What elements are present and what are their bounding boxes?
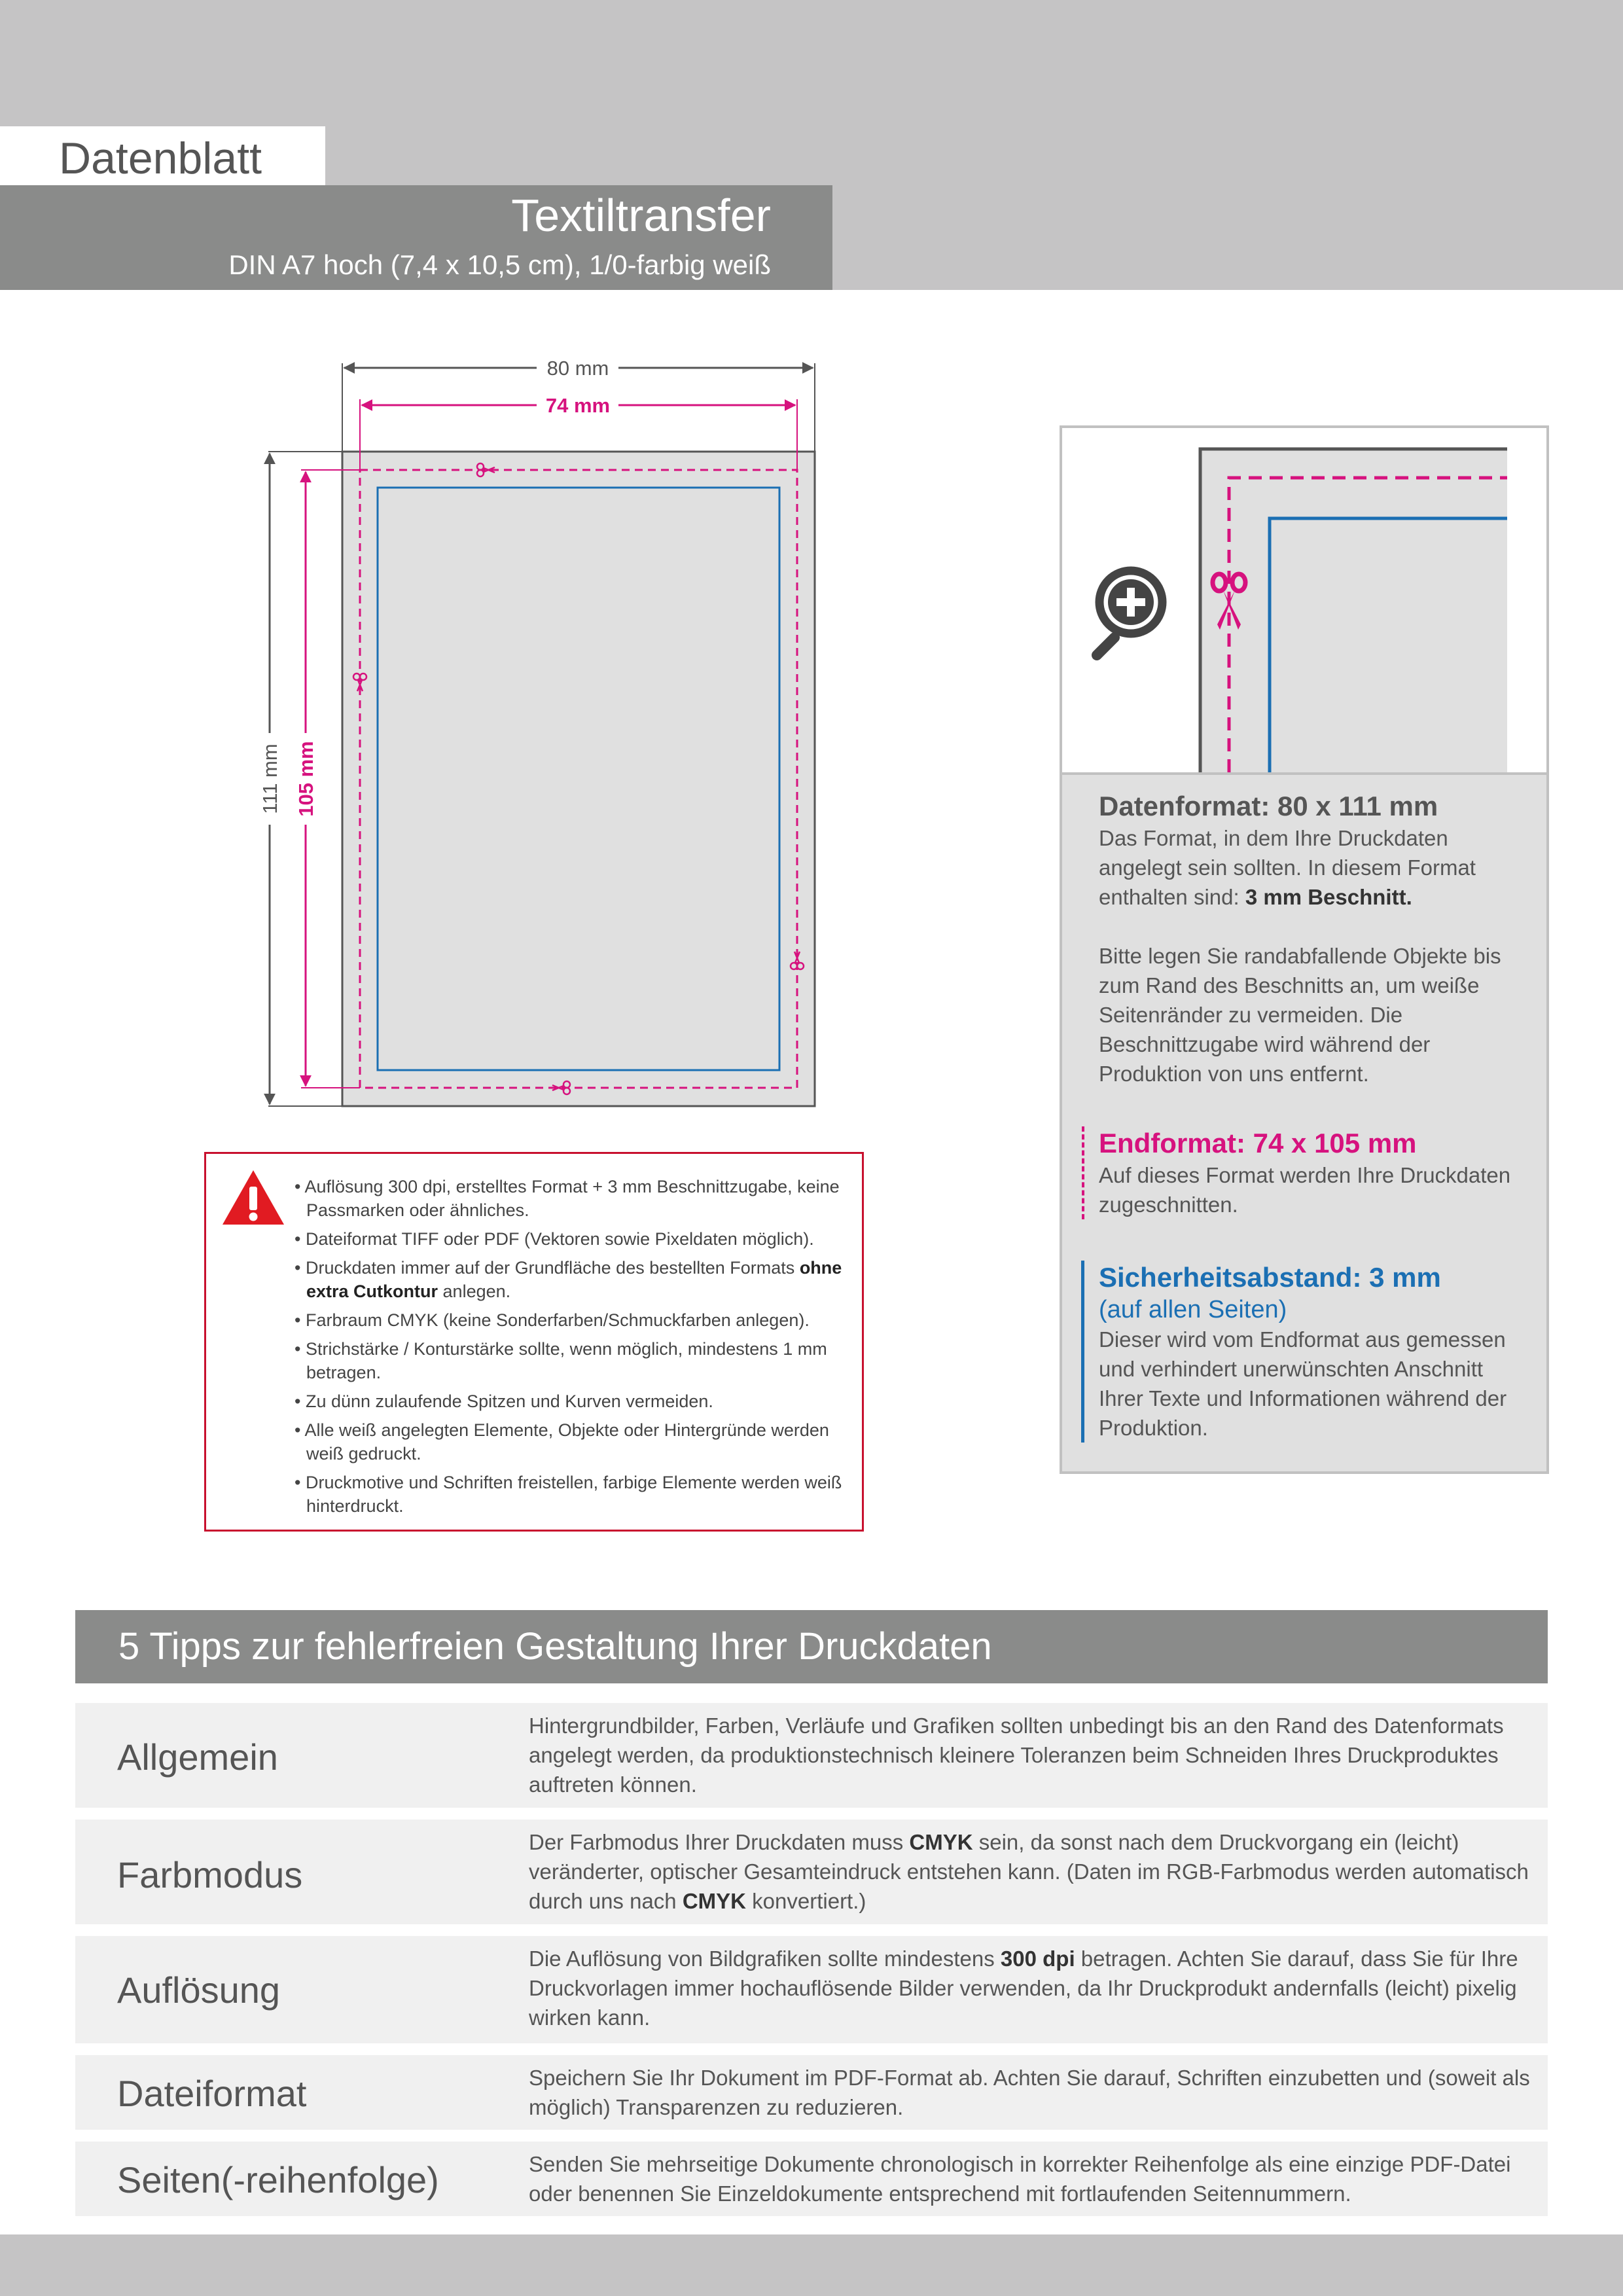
height-final-label: 105 mm [294,741,317,817]
tip-text: Der Farbmodus Ihrer Druckdaten muss CMYK sein, da sonst nach dem Druckvorgang ein (leicht) veränderter, optischer Gesamteindruck entstehen kann. (Daten im RGB-Farbmodus werden automatisch durch uns nach CMYK konvertiert.) [529,1830,1529,1913]
warning-item: • Alle weiß angelegten Elemente, Objekte oder Hintergründe werden weiß gedruckt. [294,1418,851,1465]
tips-title: 5 Tipps zur fehlerfreien Gestaltung Ihrer Druckdaten [118,1625,992,1668]
data-format-note: Bitte legen Sie randabfallende Objekte bis zum Rand des Beschnitts an, um weiße Seitenränder zu vermeiden. Die Beschnittzugabe wird während der Produktion von uns entfernt. [1099,944,1501,1086]
tip-label: Auflösung [117,1969,281,2011]
width-outer-label: 80 mm [546,357,609,380]
tip-text: Senden Sie mehrseitige Dokumente chronologisch in korrekter Reihenfolge als eine einzige PDF-Datei oder benennen Sie Einzeldokumente entsprechend mit fortlaufenden Seitennummern. [529,2152,1511,2206]
data-format-rect [342,452,815,1106]
warning-item: • Druckdaten immer auf der Grundfläche des bestellten Formats ohne extra Cutkontur anlegen. [294,1256,851,1303]
magnifier-plus-icon [1097,571,1162,655]
width-final-label: 74 mm [545,394,611,417]
footer-band [0,2234,1623,2296]
tip-row-farbmodus [75,1820,1548,1924]
doc-type-label: Datenblatt [59,134,262,183]
warning-item: • Strichstärke / Konturstärke sollte, wenn möglich, mindestens 1 mm betragen. [294,1337,851,1384]
tip-label: Allgemein [117,1736,278,1778]
tip-label: Seiten(-reihenfolge) [117,2159,439,2200]
data-format-heading: Datenformat: 80 x 111 mm [1099,791,1438,821]
info-panel [1060,425,1549,1474]
data-format-info [1099,789,1531,1088]
safety-info [1081,1261,1531,1443]
warning-item: • Druckmotive und Schriften freistellen, farbige Elemente werden weiß hinterdruckt. [294,1471,851,1518]
safety-text: Dieser wird vom Endformat aus gemessen und verhindert unerwünschten Anschnitt Ihrer Texte und Informationen während der Produktion. [1099,1327,1507,1440]
zoom-detail [1062,428,1546,775]
tips-header [75,1610,1548,1683]
format-diagram [249,347,838,1119]
doc-type-tab [0,126,325,185]
product-title: Textiltransfer [511,190,771,241]
end-format-heading: Endformat: 74 x 105 mm [1099,1128,1417,1158]
end-format-text: Auf dieses Format werden Ihre Druckdaten zugeschnitten. [1099,1163,1511,1217]
tip-text: Die Auflösung von Bildgrafiken sollte mindestens 300 dpi betragen. Achten Sie darauf, dass Sie für Ihre Druckvorlagen immer hochauflösende Bilder verwenden, da Ihr Druckprodukt andernfalls (leicht) pixelig wirken kann. [529,1946,1518,2030]
warning-item: • Farbraum CMYK (keine Sonderfarben/Schmuckfarben anlegen). [294,1308,851,1332]
warning-item: • Auflösung 300 dpi, erstelltes Format + 3 mm Beschnittzugabe, keine Passmarken oder ähnliches. [294,1175,851,1222]
safety-subheading: (auf allen Seiten) [1099,1296,1287,1323]
end-format-info [1082,1126,1531,1219]
title-bar [0,185,832,290]
tip-text: Speichern Sie Ihr Dokument im PDF-Format ab. Achten Sie darauf, Schriften einzubetten und (soweit als möglich) Transparenzen zu reduzieren. [529,2066,1530,2119]
product-spec: DIN A7 hoch (7,4 x 10,5 cm), 1/0-farbig weiß [228,249,771,280]
tip-label: Dateiformat [117,2073,307,2114]
height-outer-label: 111 mm [259,744,281,814]
tip-label: Farbmodus [117,1854,303,1895]
safety-heading: Sicherheitsabstand: 3 mm [1099,1262,1441,1293]
tip-row-seiten [75,2142,1548,2216]
tip-row-aufloesung [75,1936,1548,2043]
tip-row-dateiformat [75,2055,1548,2130]
data-format-text: Das Format, in dem Ihre Druckdaten angelegt sein sollten. In diesem Format enthalten sind: 3 mm Beschnitt. [1099,826,1476,909]
warning-triangle-icon [221,1168,286,1227]
warning-list [294,1175,851,1523]
tip-text: Hintergrundbilder, Farben, Verläufe und Grafiken sollten unbedingt bis an den Rand des Datenformats angelegt werden, da produktionstechnisch kleinere Toleranzen beim Schneiden Ihres Druckproduktes auftreten können. [529,1713,1504,1797]
warning-box [204,1152,864,1532]
warning-item: • Dateiformat TIFF oder PDF (Vektoren sowie Pixeldaten möglich). [294,1227,851,1251]
warning-item: • Zu dünn zulaufende Spitzen und Kurven vermeiden. [294,1390,851,1413]
tip-row-allgemein [75,1703,1548,1808]
